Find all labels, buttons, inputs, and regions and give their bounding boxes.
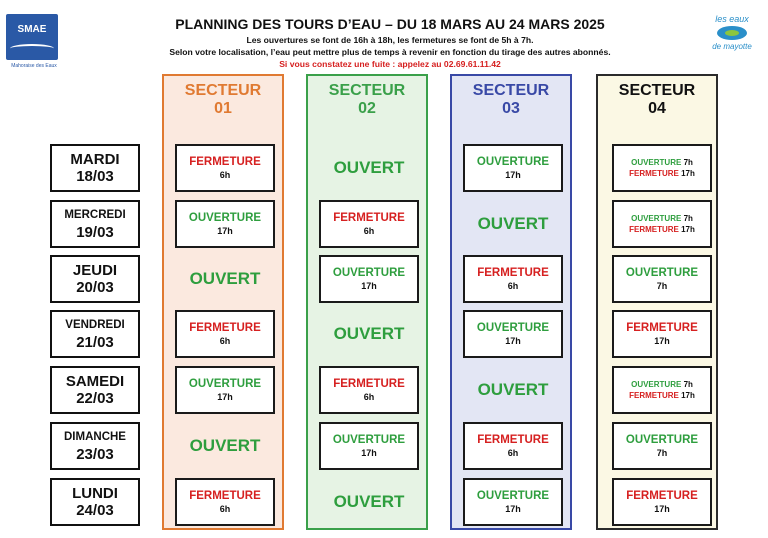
sector-label: SECTEUR [328,82,406,99]
sector-header [598,82,716,118]
status-text: FERMETURE [629,225,679,234]
status-text: OUVERTURE [476,322,550,334]
status-opening [319,422,419,470]
status-closure [319,366,419,414]
status-opening [612,255,712,303]
smae-subtitle: Mahoraise des Eaux [11,63,57,69]
sector-label: SECTEUR [184,82,262,99]
status-closure [612,310,712,358]
status-opening [612,422,712,470]
status-closure [319,200,419,248]
subtitle-notice: Selon votre localisation, l’eau peut mettre plus de temps à revenir en fonction du tirage des autres abonnés. [169,47,611,57]
status-time: 17h [361,448,377,458]
status-open-close [612,200,712,248]
status-time: 17h [505,504,521,514]
smae-logo [6,14,58,60]
status-text: OUVERT [333,158,405,177]
status-time: 7h [656,448,668,458]
status-text: FERMETURE [626,490,698,502]
leak-hotline: Si vous constatez une fuite : appelez au 02.69.61.11.42 [279,59,501,69]
status-closure [175,144,275,192]
status-time: 7h [656,281,668,291]
sector-number: 01 [214,100,232,117]
status-closure [175,478,275,526]
status-open-close [612,366,712,414]
status-text: FERMETURE [477,434,549,446]
sector-header [308,82,426,118]
sector-number: 02 [358,100,376,117]
day-date: 20/03 [76,278,114,296]
status-text: OUVERTURE [631,380,682,389]
status-text: OUVERT [333,492,405,511]
status-open [319,478,419,526]
status-time: 17h [217,392,233,402]
sector-header [452,82,570,118]
status-open [319,144,419,192]
sector-header [164,82,282,118]
status-time: 6h [507,281,519,291]
status-line [629,390,695,401]
status-time: 17h [654,504,670,514]
status-time: 6h [219,504,231,514]
status-time: 17h [681,225,695,234]
status-text: FERMETURE [477,267,549,279]
status-open [463,366,563,414]
day-name: DIMANCHE [64,430,126,443]
day-label [50,478,140,526]
day-name: MARDI [70,150,120,168]
status-text: OUVERTURE [332,267,406,279]
status-text: FERMETURE [189,322,261,334]
sector-label: SECTEUR [618,82,696,99]
status-text: OUVERT [333,324,405,343]
status-text: FERMETURE [333,378,405,390]
eaux-de-mayotte-logo [704,14,760,64]
status-text: FERMETURE [626,322,698,334]
status-text: OUVERTURE [625,267,699,279]
status-time: 6h [219,336,231,346]
status-text: OUVERTURE [631,158,682,167]
status-text: FERMETURE [629,391,679,400]
drop-icon [717,26,747,40]
sector-number: 03 [502,100,520,117]
status-opening [319,255,419,303]
day-label [50,310,140,358]
status-time: 6h [363,226,375,236]
day-date: 22/03 [76,389,114,407]
day-name: SAMEDI [65,372,125,390]
status-text: OUVERT [189,436,261,455]
status-text: OUVERTURE [625,434,699,446]
status-time: 17h [681,169,695,178]
status-time: 17h [361,281,377,291]
status-time: 7h [683,158,693,167]
status-text: OUVERT [189,269,261,288]
status-time: 6h [507,448,519,458]
day-date: 21/03 [76,333,114,351]
sector-number: 04 [648,100,666,117]
day-name: LUNDI [72,484,118,502]
smae-logo-text: SMAE [17,24,47,35]
status-closure [463,422,563,470]
status-time: 7h [683,380,693,389]
status-text: FERMETURE [189,156,261,168]
status-open-close [612,144,712,192]
day-date: 23/03 [76,445,114,463]
eaux-logo-line2: de mayotte [712,42,752,51]
status-opening [175,200,275,248]
day-label [50,422,140,470]
day-name: VENDREDI [65,318,125,331]
eaux-logo-line1: les eaux [715,14,749,24]
status-line [631,379,693,390]
status-time: 7h [683,214,693,223]
status-open [175,255,275,303]
status-text: OUVERTURE [631,214,682,223]
status-time: 17h [681,391,695,400]
day-date: 24/03 [76,501,114,519]
page-title: PLANNING DES TOURS D’EAU – DU 18 MARS AU 24 MARS 2025 [175,16,605,32]
status-text: OUVERT [477,214,549,233]
status-opening [463,144,563,192]
status-time: 17h [654,336,670,346]
status-time: 17h [505,336,521,346]
day-label [50,255,140,303]
status-text: OUVERT [477,380,549,399]
status-opening [175,366,275,414]
status-opening [463,310,563,358]
day-date: 19/03 [76,223,114,241]
sector-label: SECTEUR [472,82,550,99]
status-line [629,224,695,235]
status-line [629,168,695,179]
status-time: 6h [219,170,231,180]
subtitle-hours: Les ouvertures se font de 16h à 18h, les fermetures se font de 5h à 7h. [246,35,534,45]
status-text: OUVERTURE [332,434,406,446]
day-label [50,144,140,192]
status-open [319,310,419,358]
status-text: FERMETURE [189,490,261,502]
day-name: MERCREDI [64,208,126,221]
status-text: OUVERTURE [476,490,550,502]
status-time: 17h [217,226,233,236]
status-opening [463,478,563,526]
status-closure [175,310,275,358]
day-label [50,200,140,248]
status-text: OUVERTURE [188,212,262,224]
status-text: OUVERTURE [188,378,262,390]
day-name: JEUDI [72,261,118,279]
status-closure [612,478,712,526]
day-label [50,366,140,414]
wave-icon [10,44,54,53]
status-closure [463,255,563,303]
status-time: 17h [505,170,521,180]
status-open [463,200,563,248]
status-text: FERMETURE [629,169,679,178]
status-text: OUVERTURE [476,156,550,168]
status-line [631,213,693,224]
status-open [175,422,275,470]
day-date: 18/03 [76,167,114,185]
status-time: 6h [363,392,375,402]
status-line [631,157,693,168]
status-text: FERMETURE [333,212,405,224]
